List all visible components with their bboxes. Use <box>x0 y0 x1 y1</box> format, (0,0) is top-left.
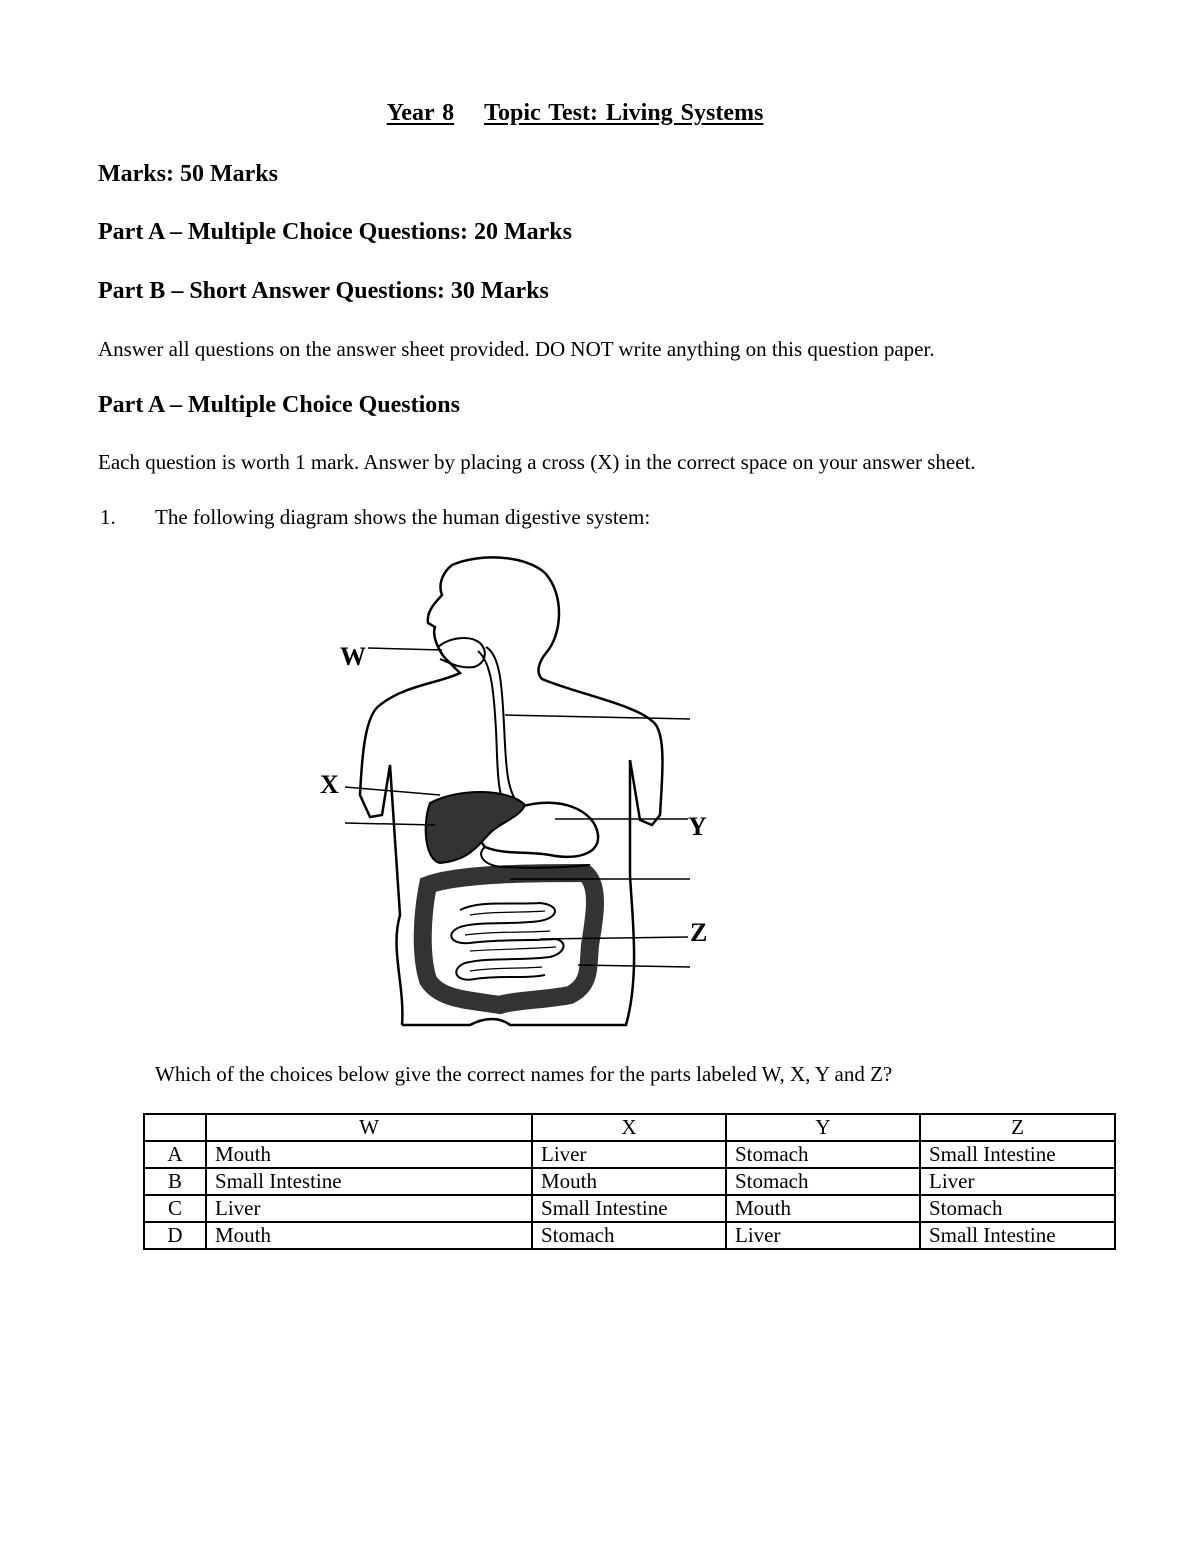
table-cell: Mouth <box>726 1195 920 1222</box>
table-cell: Small Intestine <box>532 1195 726 1222</box>
z-pointer-line <box>540 937 688 939</box>
table-cell: Mouth <box>532 1168 726 1195</box>
table-cell: Stomach <box>532 1222 726 1249</box>
option-letter: D <box>144 1222 206 1249</box>
section-instruction: Each question is worth 1 mark. Answer by placing a cross (X) in the correct space on your answer sheet. <box>98 450 976 474</box>
table-cell: Mouth <box>206 1222 532 1249</box>
header-cell: Z <box>920 1114 1115 1141</box>
label-z: Z <box>690 918 708 947</box>
option-letter: A <box>144 1141 206 1168</box>
title-year: Year 8 <box>386 100 455 126</box>
table-cell: Stomach <box>726 1141 920 1168</box>
table-row <box>144 1195 1115 1222</box>
marks-total: Marks: 50 Marks <box>98 161 278 187</box>
table-cell: Small Intestine <box>206 1168 532 1195</box>
header-cell: X <box>532 1114 726 1141</box>
mouth-cavity <box>438 638 485 667</box>
question-number: 1. <box>100 505 116 529</box>
label-w: W <box>340 642 366 671</box>
table-cell: Liver <box>726 1222 920 1249</box>
table-row <box>144 1141 1115 1168</box>
header-cell: W <box>206 1114 532 1141</box>
title-topic: Topic Test: Living Systems <box>484 100 764 126</box>
w-pointer-line <box>368 648 442 650</box>
part-a-marks: Part A – Multiple Choice Questions: 20 Marks <box>98 219 572 245</box>
part-b-marks: Part B – Short Answer Questions: 30 Marks <box>98 278 549 304</box>
digestive-system-diagram <box>310 555 730 1035</box>
answer-choices-table <box>143 1113 1116 1250</box>
header-cell: Y <box>726 1114 920 1141</box>
question-text: The following diagram shows the human digestive system: <box>155 505 651 529</box>
page-title <box>0 100 1150 127</box>
liver-pointer-line <box>345 823 435 825</box>
section-heading: Part A – Multiple Choice Questions <box>98 392 460 418</box>
table-cell: Liver <box>206 1195 532 1222</box>
table-cell: Stomach <box>920 1195 1115 1222</box>
answer-instruction: Answer all questions on the answer sheet provided. DO NOT write anything on this question paper. <box>98 337 935 361</box>
table-row <box>144 1222 1115 1249</box>
question-prompt: Which of the choices below give the correct names for the parts labeled W, X, Y and Z? <box>155 1062 893 1086</box>
table-cell: Stomach <box>726 1168 920 1195</box>
table-cell: Liver <box>532 1141 726 1168</box>
label-x: X <box>320 770 339 799</box>
table-cell: Liver <box>920 1168 1115 1195</box>
table-header-row <box>144 1114 1115 1141</box>
table-cell: Mouth <box>206 1141 532 1168</box>
option-letter: B <box>144 1168 206 1195</box>
table-cell: Small Intestine <box>920 1222 1115 1249</box>
table-row <box>144 1168 1115 1195</box>
header-cell <box>144 1114 206 1141</box>
oesophagus-pointer-line <box>505 715 690 719</box>
label-y: Y <box>688 812 707 841</box>
option-letter: C <box>144 1195 206 1222</box>
table-cell: Small Intestine <box>920 1141 1115 1168</box>
